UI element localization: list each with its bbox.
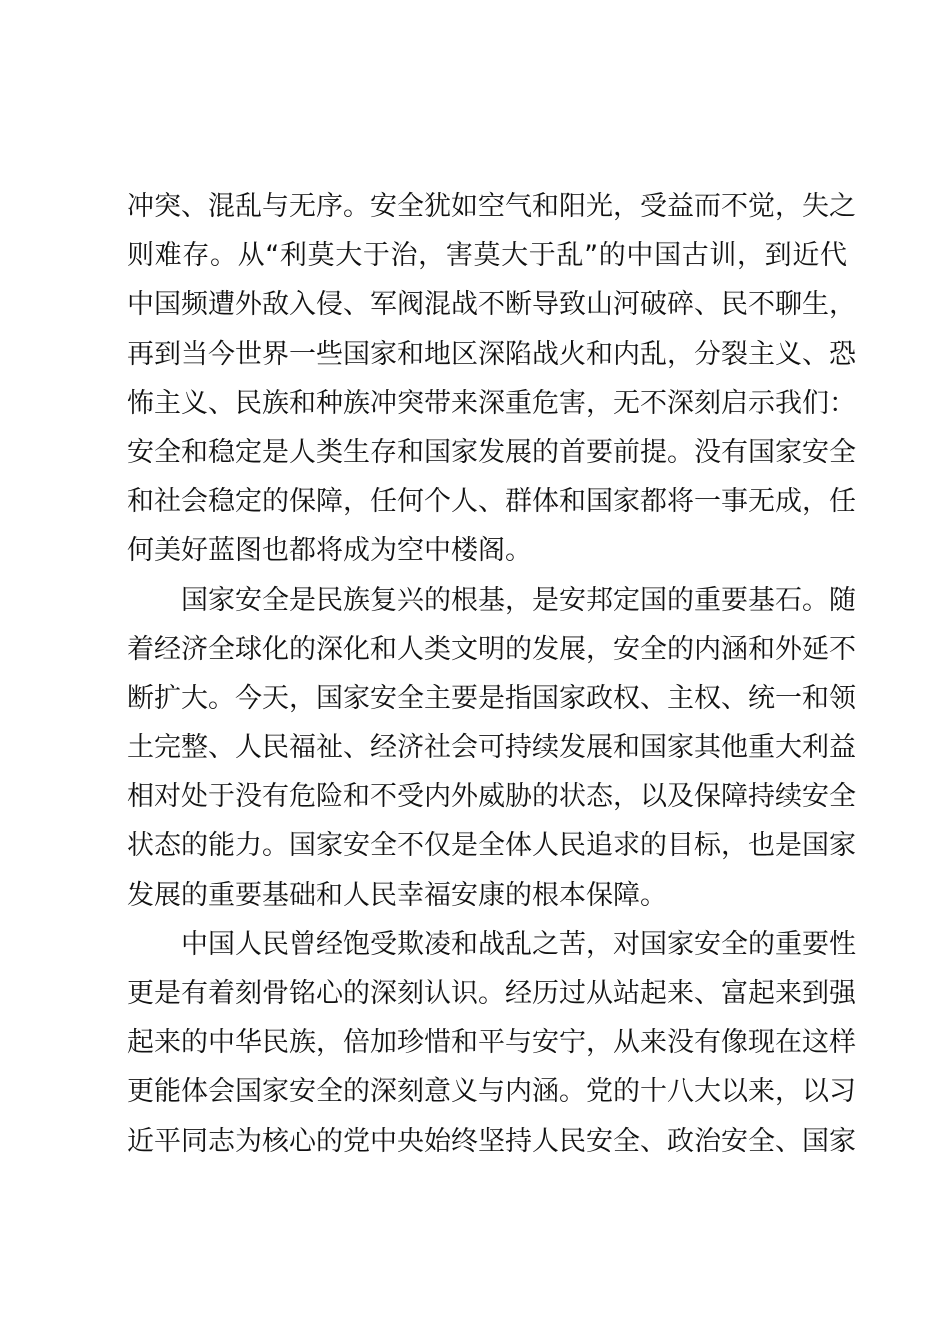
text-line: 何美好蓝图也都将成为空中楼阁。 xyxy=(127,535,532,567)
text-line: 着经济全球化的深化和人类文明的发展，安全的内涵和外延不 xyxy=(127,633,856,665)
text-line: 国家安全是民族复兴的根基，是安邦定国的重要基石。随 xyxy=(181,584,856,616)
text-line: 更能体会国家安全的深刻意义与内涵。党的十八大以来，以习 xyxy=(127,1076,856,1108)
text-line: 冲突、混乱与无序。安全犹如空气和阳光，受益而不觉，失之 xyxy=(127,191,856,222)
text-line: 再到当今世界一些国家和地区深陷战火和内乱，分裂主义、恐 xyxy=(127,338,856,370)
text-line: 安全和稳定是人类生存和国家发展的首要前提。没有国家安全 xyxy=(127,436,856,468)
text-line: 起来的中华民族，倍加珍惜和平与安宁，从来没有像现在这样 xyxy=(127,1027,856,1059)
text-line: 更是有着刻骨铭心的深刻认识。经历过从站起来、富起来到强 xyxy=(127,978,856,1009)
text-line: 相对处于没有危险和不受内外威胁的状态，以及保障持续安全 xyxy=(127,781,856,813)
text-line: 中国人民曾经饱受欺凌和战乱之苦，对国家安全的重要性 xyxy=(181,928,856,960)
text-line: 怖主义、民族和种族冲突带来深重危害，无不深刻启示我们： xyxy=(127,387,856,419)
text-line: 和社会稳定的保障，任何个人、群体和国家都将一事无成，任 xyxy=(127,486,856,518)
text-line: 断扩大。今天，国家安全主要是指国家政权、主权、统一和领 xyxy=(127,682,856,714)
paragraph-2 xyxy=(127,576,856,920)
text-line: 中国频遭外敌入侵、军阀混战不断导致山河破碎、民不聊生， xyxy=(127,289,856,321)
text-line: 土完整、人民福祉、经济社会可持续发展和国家其他重大利益 xyxy=(127,732,856,764)
body-text xyxy=(127,182,856,1166)
text-line: 则难存。从“利莫大于治，害莫大于乱”的中国古训，到近代 xyxy=(127,240,847,272)
paragraph-1 xyxy=(127,182,856,576)
text-line: 状态的能力。国家安全不仅是全体人民追求的目标，也是国家 xyxy=(127,830,856,862)
text-line: 近平同志为核心的党中央始终坚持人民安全、政治安全、国家 xyxy=(127,1125,856,1157)
text-line: 发展的重要基础和人民幸福安康的根本保障。 xyxy=(127,879,667,911)
paragraph-3 xyxy=(127,920,856,1166)
